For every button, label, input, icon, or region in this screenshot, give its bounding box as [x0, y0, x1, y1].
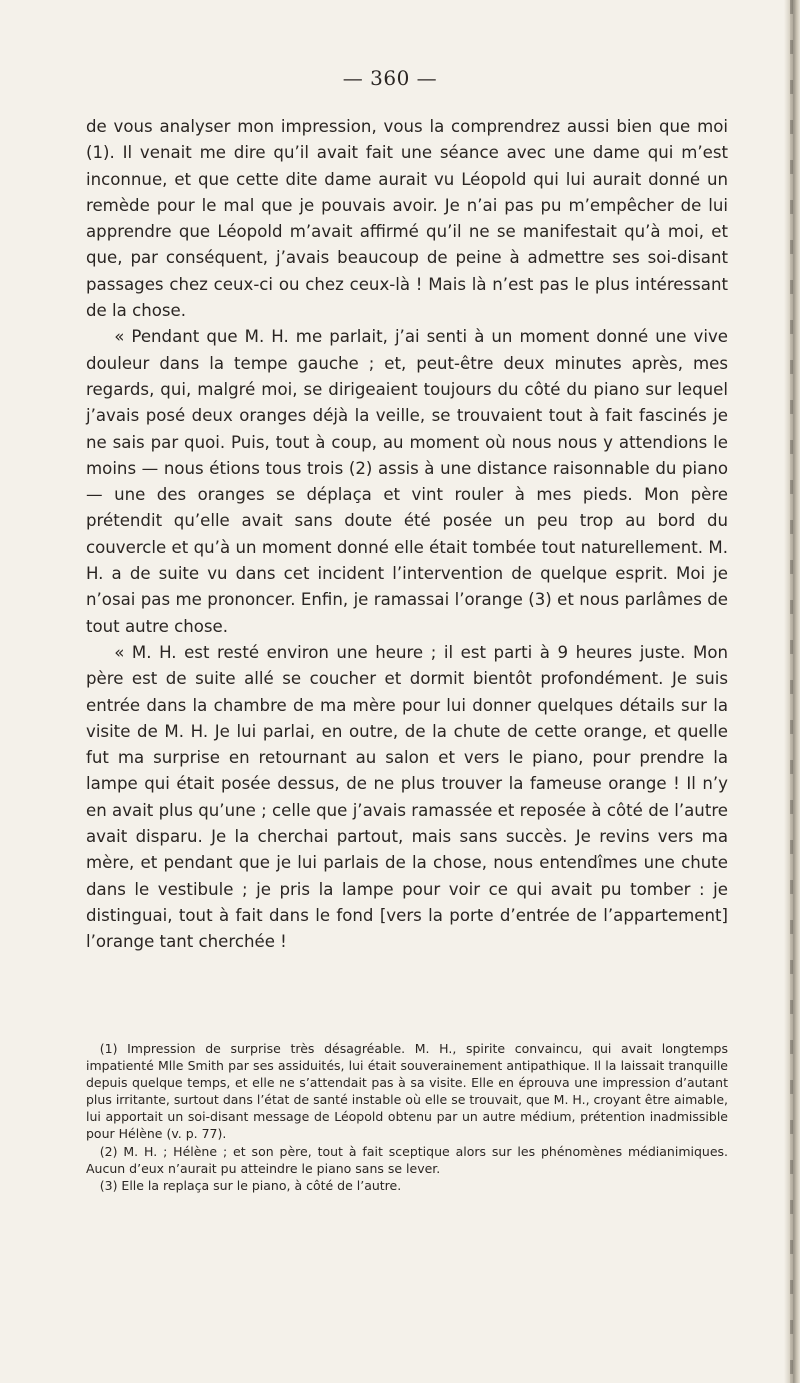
footnote: (3) Elle la replaça sur le piano, à côté de l’autre. [99, 1177, 402, 1193]
paragraph: « Pendant que M. H. me parlait, j’ai senti à un moment donné une vive douleur dans la tempe gauche ; et, peut-être deux minutes après, mes regards, qui, malgré moi, se dirigeaient toujours du côté du piano sur lequel j’avais posé deux oranges déjà la veille, se trouvaient tout à fait fascinés je ne sais par quoi. Puis, tout à coup, au moment où nous nous y attendions le moins — nous étions tous trois (2) assis à une distance raisonnable du piano — une des oranges se déplaça et vint rouler à mes pieds. Mon père prétendit qu’elle avait sans doute été posée un peu trop au bord du couvercle et qu’à un moment donné elle était tombée tout naturellement. M. H. a de suite vu dans cet incident l’intervention de quelque esprit. Moi je n’osai pas me prononcer. Enfin, je ramassai l’orange (3) et nous parlâmes de tout autre chose. [86, 327, 728, 636]
footnote: (1) Impression de surprise très désagréable. M. H., spirite convaincu, qui avait longtemps impatienté Mlle Smith par ses assiduités, lui était souverainement antipathique. Il la laissait tranquille depuis quelque temps, et elle ne s’attendait pas à sa visite. Elle en éprouva une impression d’autant plus irritante, surtout dans l’état de santé instable où elle se trouvait, que M. H., croyant être aimable, lui apportait un soi-disant message de Léopold obtenu par un autre médium, prétention inadmissible pour Hélène (v. p. 77). [86, 1041, 728, 1142]
paragraph: de vous analyser mon impression, vous la comprendrez aussi bien que moi (1). Il venait me dire qu’il avait fait une séance avec une dame qui m’est inconnue, et que cette dite dame aurait vu Léopold qui lui aurait donné un remède pour le mal que je pouvais avoir. Je n’ai pas pu m’empêcher de lui apprendre que Léopold m’avait affirmé qu’il ne se manifestait qu’à moi, et que, par conséquent, j’avais beaucoup de peine à admettre ses soi-disant passages chez ceux-ci ou chez ceux-là ! Mais là n’est pas le plus intéressant de la chose. [86, 117, 728, 321]
main-text [86, 114, 728, 956]
footnote: (2) M. H. ; Hélène ; et son père, tout à fait sceptique alors sur les phénomènes médianimiques. Aucun d’eux n’aurait pu atteindre le piano sans se lever. [86, 1143, 728, 1176]
paragraph: « M. H. est resté environ une heure ; il est parti à 9 heures juste. Mon père est de suite allé se coucher et dormit bientôt profondément. Je suis entrée dans la chambre de ma mère pour lui donner quelques détails sur la visite de M. H. Je lui parlai, en outre, de la chute de cette orange, et quelle fut ma surprise en retournant au salon et vers le piano, pour prendre la lampe qui était posée dessus, de ne plus trouver la fameuse orange ! Il n’y en avait plus qu’une ; celle que j’avais ramassée et reposée à côté de l’autre avait disparu. Je la cherchai partout, mais sans succès. Je revins vers ma mère, et pendant que je lui parlais de la chose, nous entendîmes une chute dans le vestibule ; je pris la lampe pour voir ce qui avait pu tomber : je distinguai, tout à fait dans le fond [vers la porte d’entrée de l’appartement] l’orange tant cherchée ! [86, 642, 728, 952]
footnotes [86, 1040, 728, 1194]
page-number: — 360 — [342, 66, 438, 90]
page-edge [784, 0, 800, 1383]
